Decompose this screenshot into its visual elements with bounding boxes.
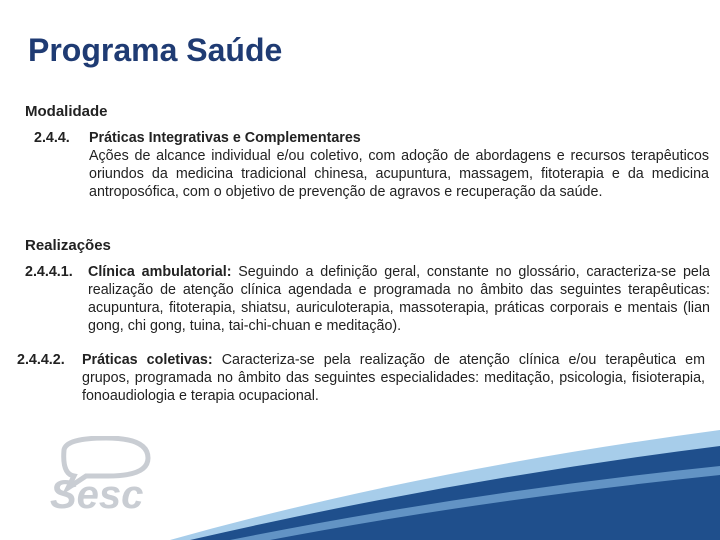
item-number: 2.4.4. <box>34 130 70 146</box>
page-title: Programa Saúde <box>28 32 283 68</box>
item-text <box>82 351 705 405</box>
item-lead: Práticas coletivas: <box>82 352 213 368</box>
list-item-2-4-4-1 <box>25 263 715 337</box>
list-item-2-4-4-2 <box>17 351 712 407</box>
item-number: 2.4.4.2. <box>17 352 65 368</box>
item-body: Caracteriza-se pela realização de atenção clínica e/ou terapêutica em grupos, programada no âmbito das seguintes especialidades: meditação, psicologia, fisioterapia, fonoaudiologia e terapia ocupacional. <box>82 352 705 404</box>
logo-wordmark: Sesc <box>50 473 144 517</box>
item-body: Seguindo a definição geral, constante no glossário, caracteriza-se pela realização de atenção clínica agendada e programada no âmbito das seguintes terapêuticas: acupuntura, fitoterapia, shiatsu, auriculoterapia, massoterapia, práticas corporais e mentais (lian gong, chi gong, tuina, tai-chi-chuan e meditação). <box>88 264 710 334</box>
list-item-2-4-4 <box>34 129 714 221</box>
item-lead: Clínica ambulatorial: <box>88 264 232 280</box>
item-number: 2.4.4.1. <box>25 264 73 280</box>
item-text <box>89 129 709 201</box>
item-subtitle: Práticas Integrativas e Complementares <box>89 130 361 146</box>
section-heading-realizacoes: Realizações <box>25 237 111 254</box>
sesc-logo <box>46 436 156 520</box>
item-text <box>88 263 710 335</box>
item-body: Ações de alcance individual e/ou coletivo, com adoção de abordagens e recursos terapêuticos oriundos da medicina tradicional chinesa, acupuntura, massagem, fitoterapia e da medicina antroposófica, com o objetivo de prevenção de agravos e recuperação da saúde. <box>89 148 709 200</box>
section-heading-modalidade: Modalidade <box>25 103 108 120</box>
